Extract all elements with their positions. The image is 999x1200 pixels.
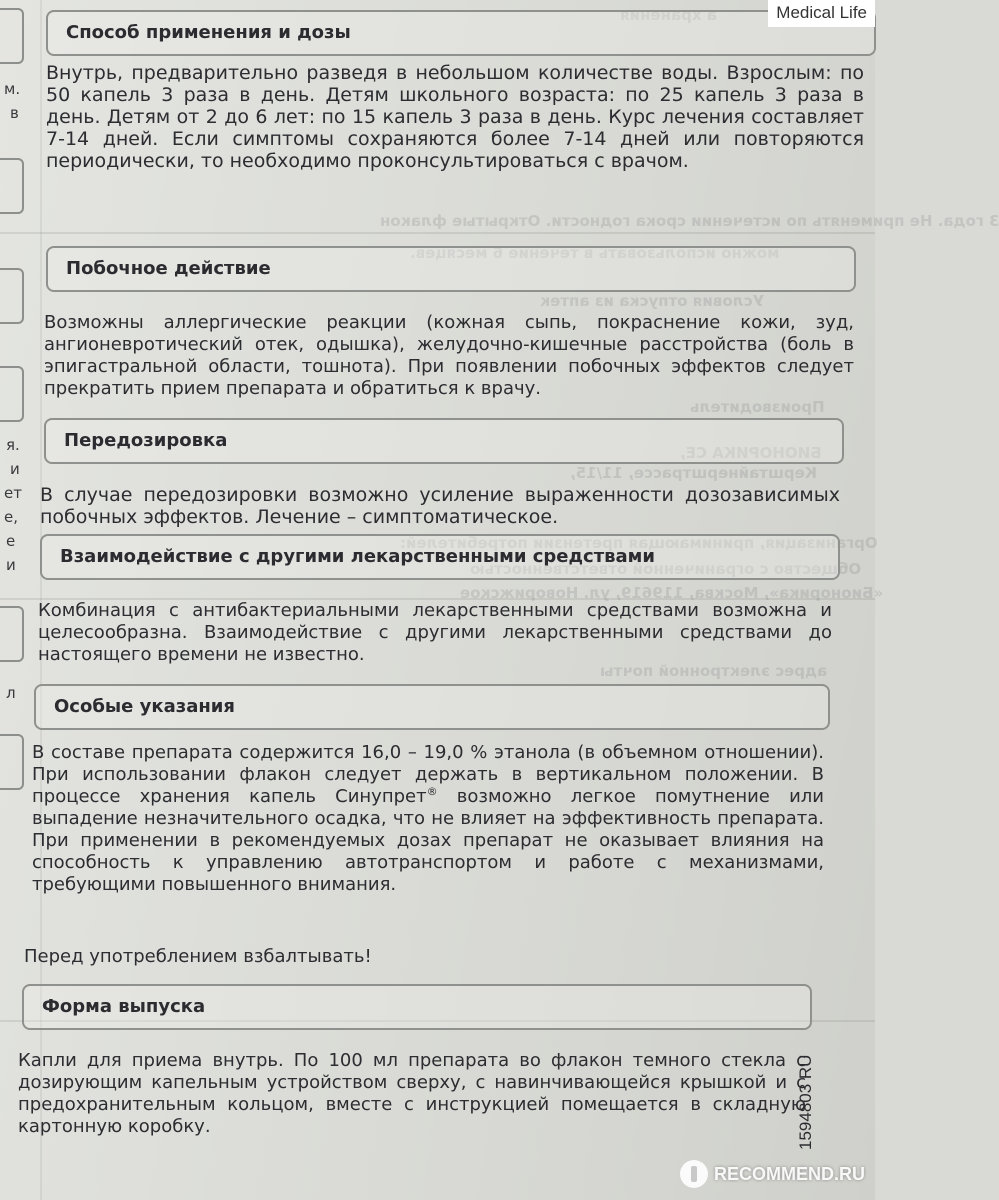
text-fragment: и: [10, 460, 20, 478]
fold-line: [0, 232, 875, 234]
section-heading-special-notes: [34, 684, 830, 730]
section-heading-overdose: [44, 418, 844, 464]
section-title: Особые указания: [54, 696, 235, 717]
exclamation-icon: [680, 1160, 708, 1188]
text-fragment: л: [6, 684, 16, 702]
section-heading-dosage: [46, 10, 876, 56]
section-box-edge: [0, 8, 24, 64]
bleed-through-text: Организация, принимающая претензии потребителей:: [400, 534, 878, 552]
registered-mark: ®: [426, 785, 438, 798]
text-fragment: е: [6, 532, 16, 550]
bleed-through-text: Общество с ограниченной ответственностью: [470, 560, 862, 578]
section-text-dosage: Внутрь, предварительно разведя в небольшом количестве воды. Взрослым: по 50 капель 3 раза в день. Детям школьного возраста: по 25 капель 3 раза в день. Детям от 2 до 6 лет: по 15 капель 3 раза в день. Курс лечения составляет 7-14 дней. Если симптомы сохраняются более 7-14 дней или повторяются периодически, то необходимо проконсультироваться с врачом.: [46, 62, 864, 172]
text-fragment: е,: [4, 508, 18, 526]
source-watermark: Medical Life: [768, 0, 875, 27]
section-box-edge: [0, 366, 24, 422]
product-code: 1594803 RU: [796, 1054, 815, 1150]
section-title: Форма выпуска: [42, 996, 206, 1017]
text-fragment: м.: [4, 80, 21, 98]
special-notes-text-part: возможно легкое помутнение или выпадение незначительного осадка, что не влияет на эффективность препарата. При применении в рекомендуемых дозах препарат не оказывает влияния на способность к управлению автотранспортом и работе с механизмами, требующими повышенного внимания.: [32, 786, 824, 895]
section-title: Способ применения и дозы: [66, 22, 351, 43]
section-title: Передозировка: [64, 430, 228, 451]
watermark-text: RECOMMEND.RU: [714, 1163, 865, 1184]
section-title: Побочное действие: [66, 258, 271, 279]
text-fragment: и: [6, 556, 16, 574]
bleed-through-text: Керштайнерштрассе, 11/15,: [570, 464, 817, 482]
text-fragment: ет: [4, 484, 22, 502]
bleed-through-text: 3 года. Не применять по истечении срока годности. Открытые флакон: [380, 212, 999, 230]
bleed-through-text: а хранения: [620, 6, 717, 24]
section-box-edge: [0, 606, 24, 662]
section-box-edge: [0, 734, 24, 790]
section-heading-side-effects: [46, 246, 856, 292]
bleed-through-text: Условия отпуска из аптек: [540, 292, 765, 310]
section-heading-interactions: [40, 534, 840, 580]
section-box-edge: [0, 268, 24, 324]
section-text-special-notes: [32, 742, 824, 896]
bleed-through-text: можно использовать в течение 6 месяцев.: [410, 244, 780, 262]
section-heading-release-form: [22, 984, 812, 1030]
section-text-overdose: В случае передозировки возможно усиление выраженности дозозависимых побочных эффектов. Лечение – симптоматическое.: [40, 484, 840, 528]
bleed-through-text: «Бионорика», Москва, 119619, ул. Новорижское: [460, 584, 884, 602]
bleed-through-text: БИОНОРИКА СЕ,: [680, 444, 822, 462]
special-notes-text-part: В составе препарата содержится 16,0 – 19,0 % этанола (в объемном отношении). При использовании флакон следует держать в вертикальном положении. В процессе хранения капель Синупрет: [32, 742, 824, 807]
text-fragment: я.: [6, 436, 20, 454]
section-text-release-form: Капли для приема внутрь. По 100 мл препарата во флакон темного стекла с дозирующим капельным устройством сверху, с навинчивающейся крышкой и с предохранительным кольцом, вместе с инструкцией помещается в складную картонную коробку.: [18, 1050, 806, 1137]
bleed-through-text: Производитель: [690, 398, 825, 416]
bleed-through-text: адрес электронной почты: [600, 662, 828, 680]
recommend-watermark: [680, 1160, 865, 1188]
section-title: Взаимодействие с другими лекарственными средствами: [60, 546, 656, 567]
section-text-interactions: Комбинация с антибактериальными лекарственными средствами возможна и целесообразна. Взаимодействие с другими лекарственными средствами до настоящего времени не известно.: [38, 600, 832, 665]
shake-before-use-note: Перед употреблением взбалтывать!: [24, 946, 372, 967]
text-fragment: в: [10, 104, 19, 122]
section-text-side-effects: Возможны аллергические реакции (кожная сыпь, покраснение кожи, зуд, ангионевротический отек, одышка), желудочно-кишечные расстройства (боль в эпигастральной области, тошнота). При появлении побочных эффектов следует прекратить прием препарата и обратиться к врачу.: [44, 312, 854, 399]
section-box-edge: [0, 158, 24, 214]
